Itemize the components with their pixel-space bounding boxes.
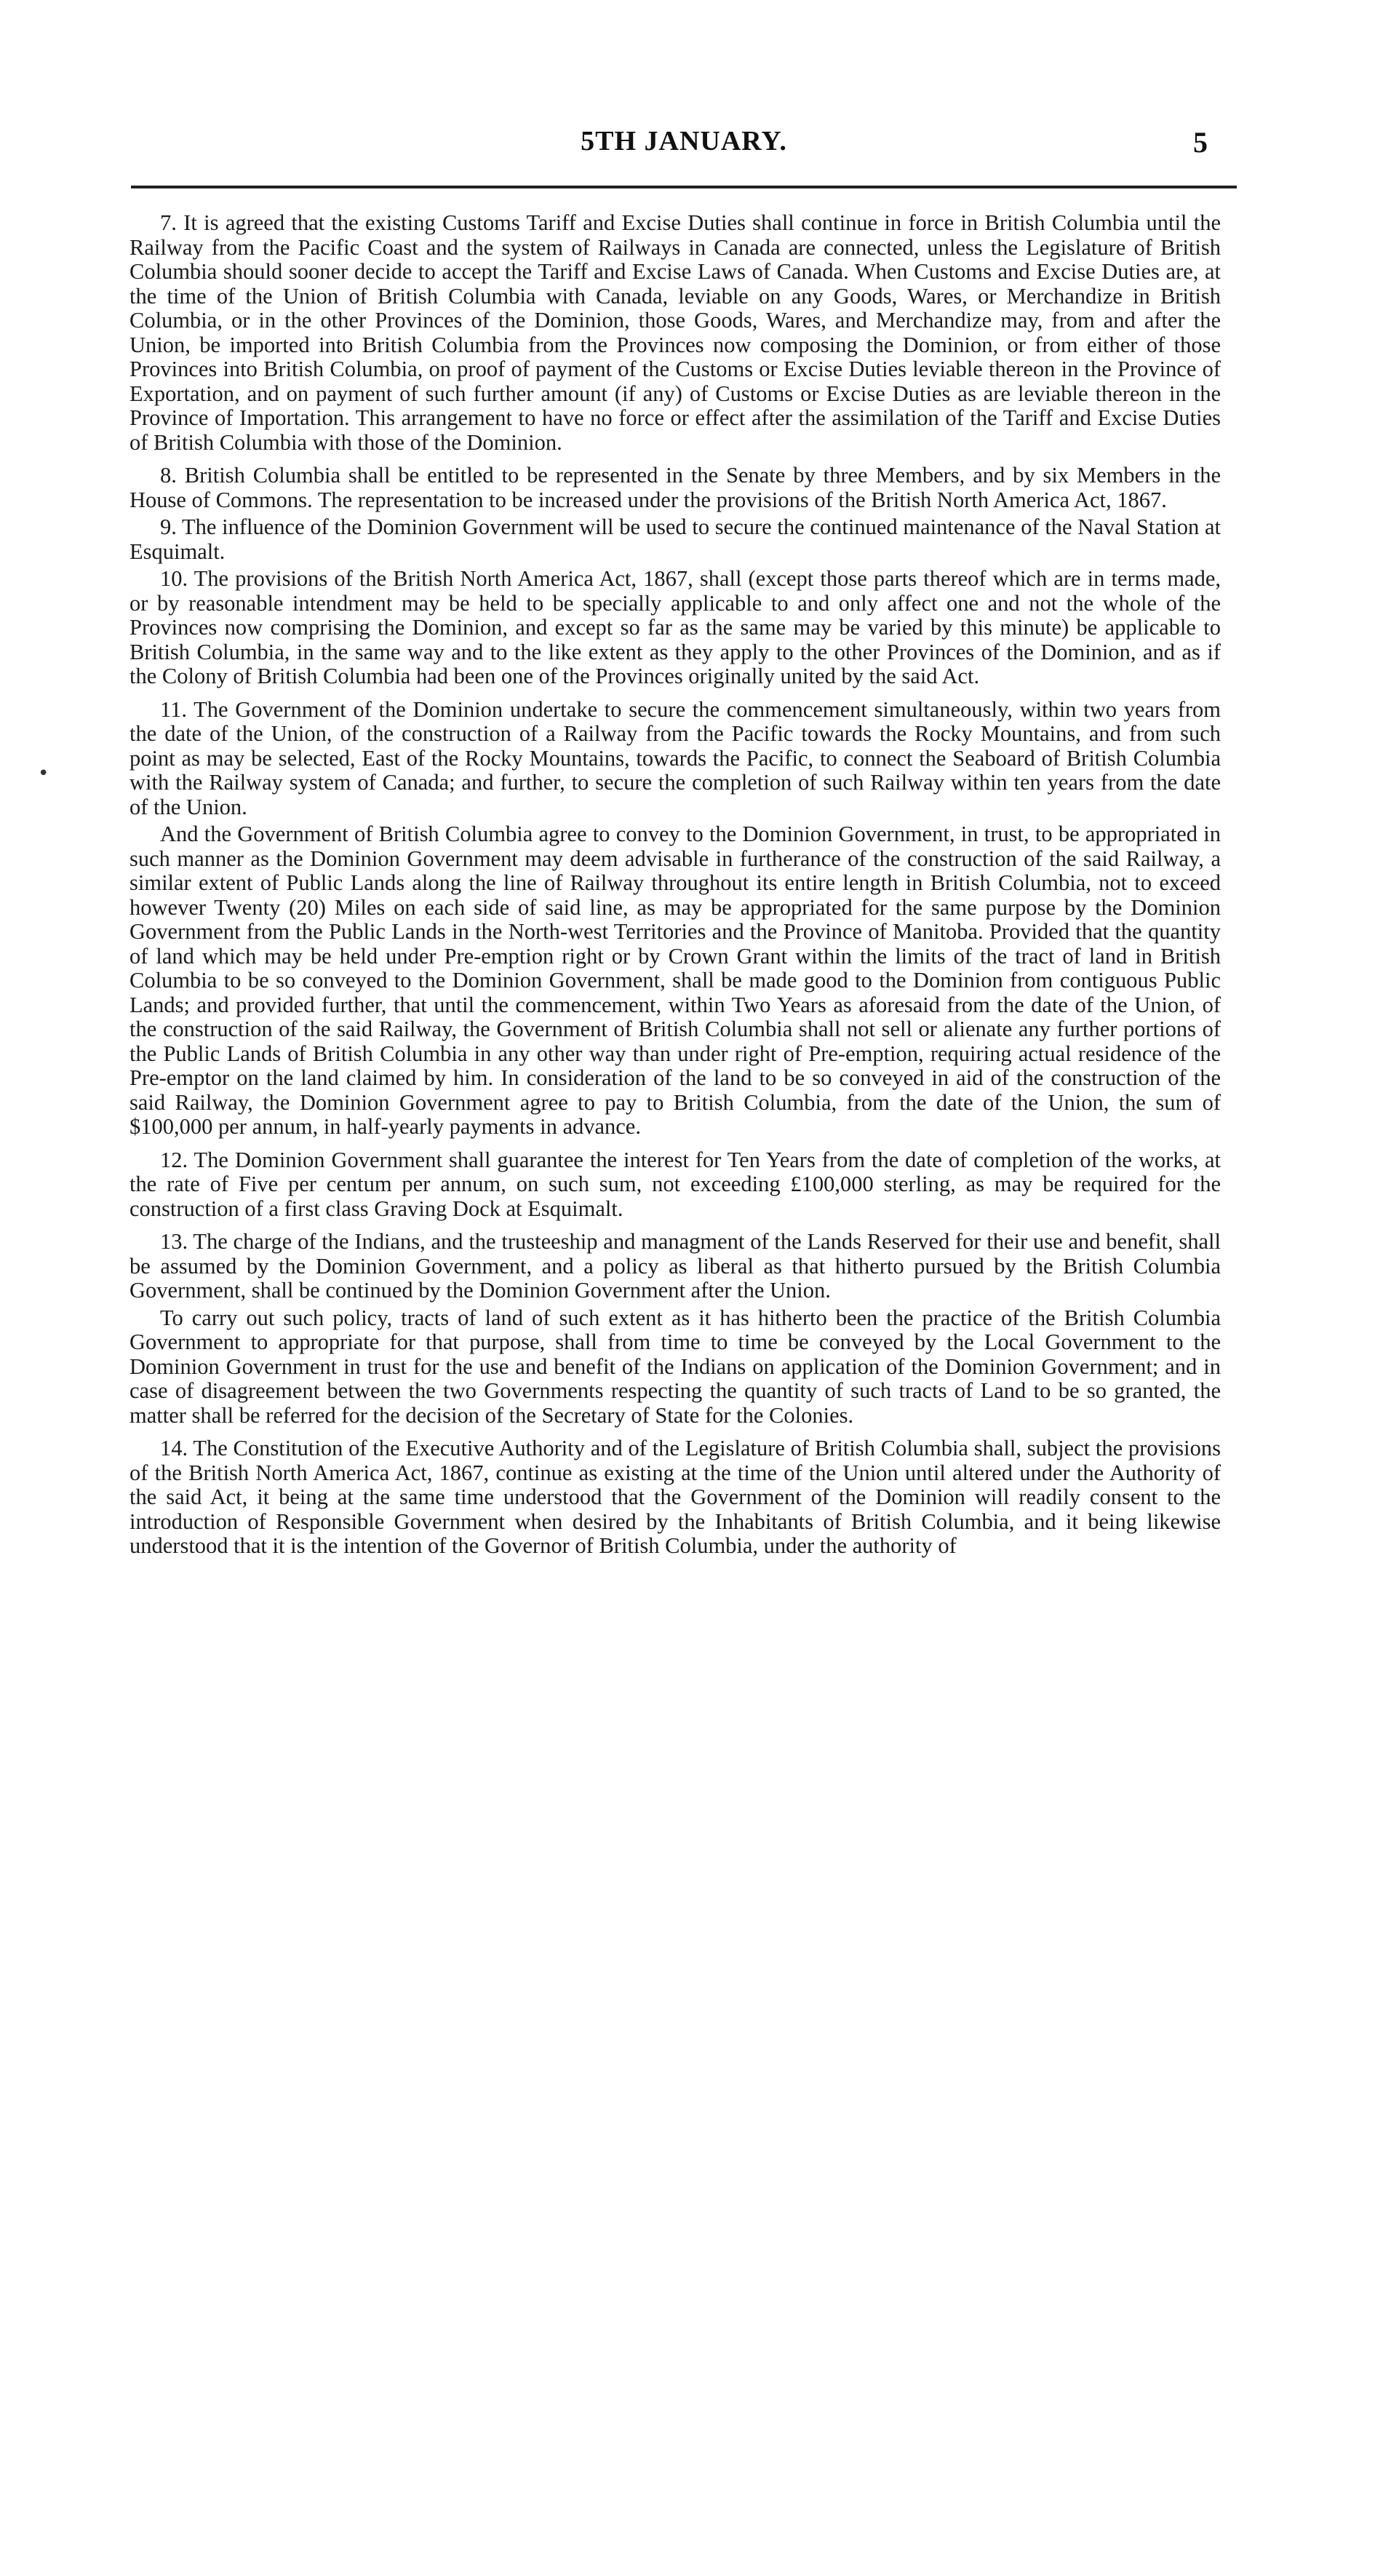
page-header (131, 125, 1237, 176)
clause-14: 14. The Constitution of the Executive Authority and of the Legislature of British Columbia shall, subject the provisions of the British North America Act, 1867, continue as existing at the time of the Union until altered under the Authority of the said Act, it being at the same time understood that the Government of the Dominion will readily consent to the introduction of Responsible Government when desired by the Inhabitants of British Columbia, and it being likewise understood that it is the intention of the Governor of British Columbia, under the authority of (129, 1436, 1221, 1558)
clause-7: 7. It is agreed that the existing Customs Tariff and Excise Duties shall continue in force in British Columbia until the Railway from the Pacific Coast and the system of Railways in Canada are connected, unless the Legislature of British Columbia should sooner decide to accept the Tariff and Excise Laws of Canada. When Customs and Excise Duties are, at the time of the Union of British Columbia with Canada, leviable on any Goods, Wares, or Merchandize in British Columbia, or in the other Provinces of the Dominion, those Goods, Wares, and Merchandize may, from and after the Union, be imported into British Columbia from the Provinces now composing the Dominion, or from either of those Provinces into British Columbia, on proof of payment of the Customs or Excise Duties leviable thereon in the Province of Exportation, and on payment of such further amount (if any) of Customs or Excise Duties as are leviable thereon in the Province of Importation. This arrangement to have no force or effect after the assimilation of the Tariff and Excise Duties of British Columbia with those of the Dominion. (129, 210, 1221, 455)
header-rule (131, 186, 1237, 188)
clause-13-continuation: To carry out such policy, tracts of land of such extent as it has hitherto been the practice of the British Columbia Government to appropriate for that purpose, shall from time to time be conveyed by the Local Government to the Dominion Government in trust for the use and benefit of the Indians on application of the Dominion Government; and in case of disagreement between the two Governments respecting the quantity of such tracts of Land to be so granted, the matter shall be referred for the decision of the Secretary of State for the Colonies. (129, 1305, 1221, 1428)
margin-mark: • (38, 763, 49, 784)
clause-10: 10. The provisions of the British North America Act, 1867, shall (except those parts thereof which are in terms made, or by reasonable intendment may be held to be specially applicable to and only affect one and not the whole of the Provinces now comprising the Dominion, and except so far as the same may be varied by this minute) be applicable to British Columbia, in the same way and to the like extent as they apply to the other Provinces of the Dominion, and as if the Colony of British Columbia had been one of the Provinces originally united by the said Act. (129, 566, 1221, 688)
clause-8: 8. British Columbia shall be entitled to be represented in the Senate by three Members, and by six Members in the House of Commons. The representation to be increased under the provisions of the British North America Act, 1867. (129, 463, 1221, 512)
clause-12: 12. The Dominion Government shall guarantee the interest for Ten Years from the date of completion of the works, at the rate of Five per centum per annum, on such sum, not exceeding £100,000 sterling, as may be required for the construction of a first class Graving Dock at Esquimalt. (129, 1147, 1221, 1221)
clause-11-continuation: And the Government of British Columbia agree to convey to the Dominion Government, in trust, to be appropriated in such manner as the Dominion Government may deem advisable in furtherance of the construction of the said Railway, a similar extent of Public Lands along the line of Railway throughout its entire length in British Columbia, not to exceed however Twenty (20) Miles on each side of said line, as may be appropriated for the same purpose by the Dominion Government from the Public Lands in the North-west Territories and the Province of Manitoba. Provided that the quantity of land which may be held under Pre-emption right or by Crown Grant within the limits of the tract of land in British Columbia to be so conveyed to the Dominion Government, shall be made good to the Dominion from contiguous Public Lands; and provided further, that until the commencement, within Two Years as aforesaid from the date of the Union, of the construction of the said Railway, the Government of British Columbia shall not sell or alienate any further portions of the Public Lands of British Columbia in any other way than under right of Pre-emption, requiring actual residence of the Pre-emptor on the land claimed by him. In consideration of the land to be so conveyed in aid of the construction of the said Railway, the Dominion Government agree to pay to British Columbia, from the date of the Union, the sum of $100,000 per annum, in half-yearly payments in advance. (129, 822, 1221, 1139)
clause-9: 9. The influence of the Dominion Government will be used to secure the continued maintenance of the Naval Station at Esquimalt. (129, 514, 1221, 564)
document-body (129, 211, 1221, 1567)
header-date-title: 5TH JANUARY. (581, 126, 787, 156)
clause-13: 13. The charge of the Indians, and the trusteeship and managment of the Lands Reserved for their use and benefit, shall be assumed by the Dominion Government, and a policy as liberal as that hitherto pursued by the British Columbia Government, shall be continued by the Dominion Government after the Union. (129, 1229, 1221, 1303)
page-number: 5 (1193, 126, 1208, 159)
clause-11: 11. The Government of the Dominion undertake to secure the commencement simultaneously, within two years from the date of the Union, of the construction of a Railway from the Pacific towards the Rocky Mountains, and from such point as may be selected, East of the Rocky Mountains, towards the Pacific, to connect the Seaboard of British Columbia with the Railway system of Canada; and further, to secure the completion of such Railway within ten years from the date of the Union. (129, 696, 1221, 819)
